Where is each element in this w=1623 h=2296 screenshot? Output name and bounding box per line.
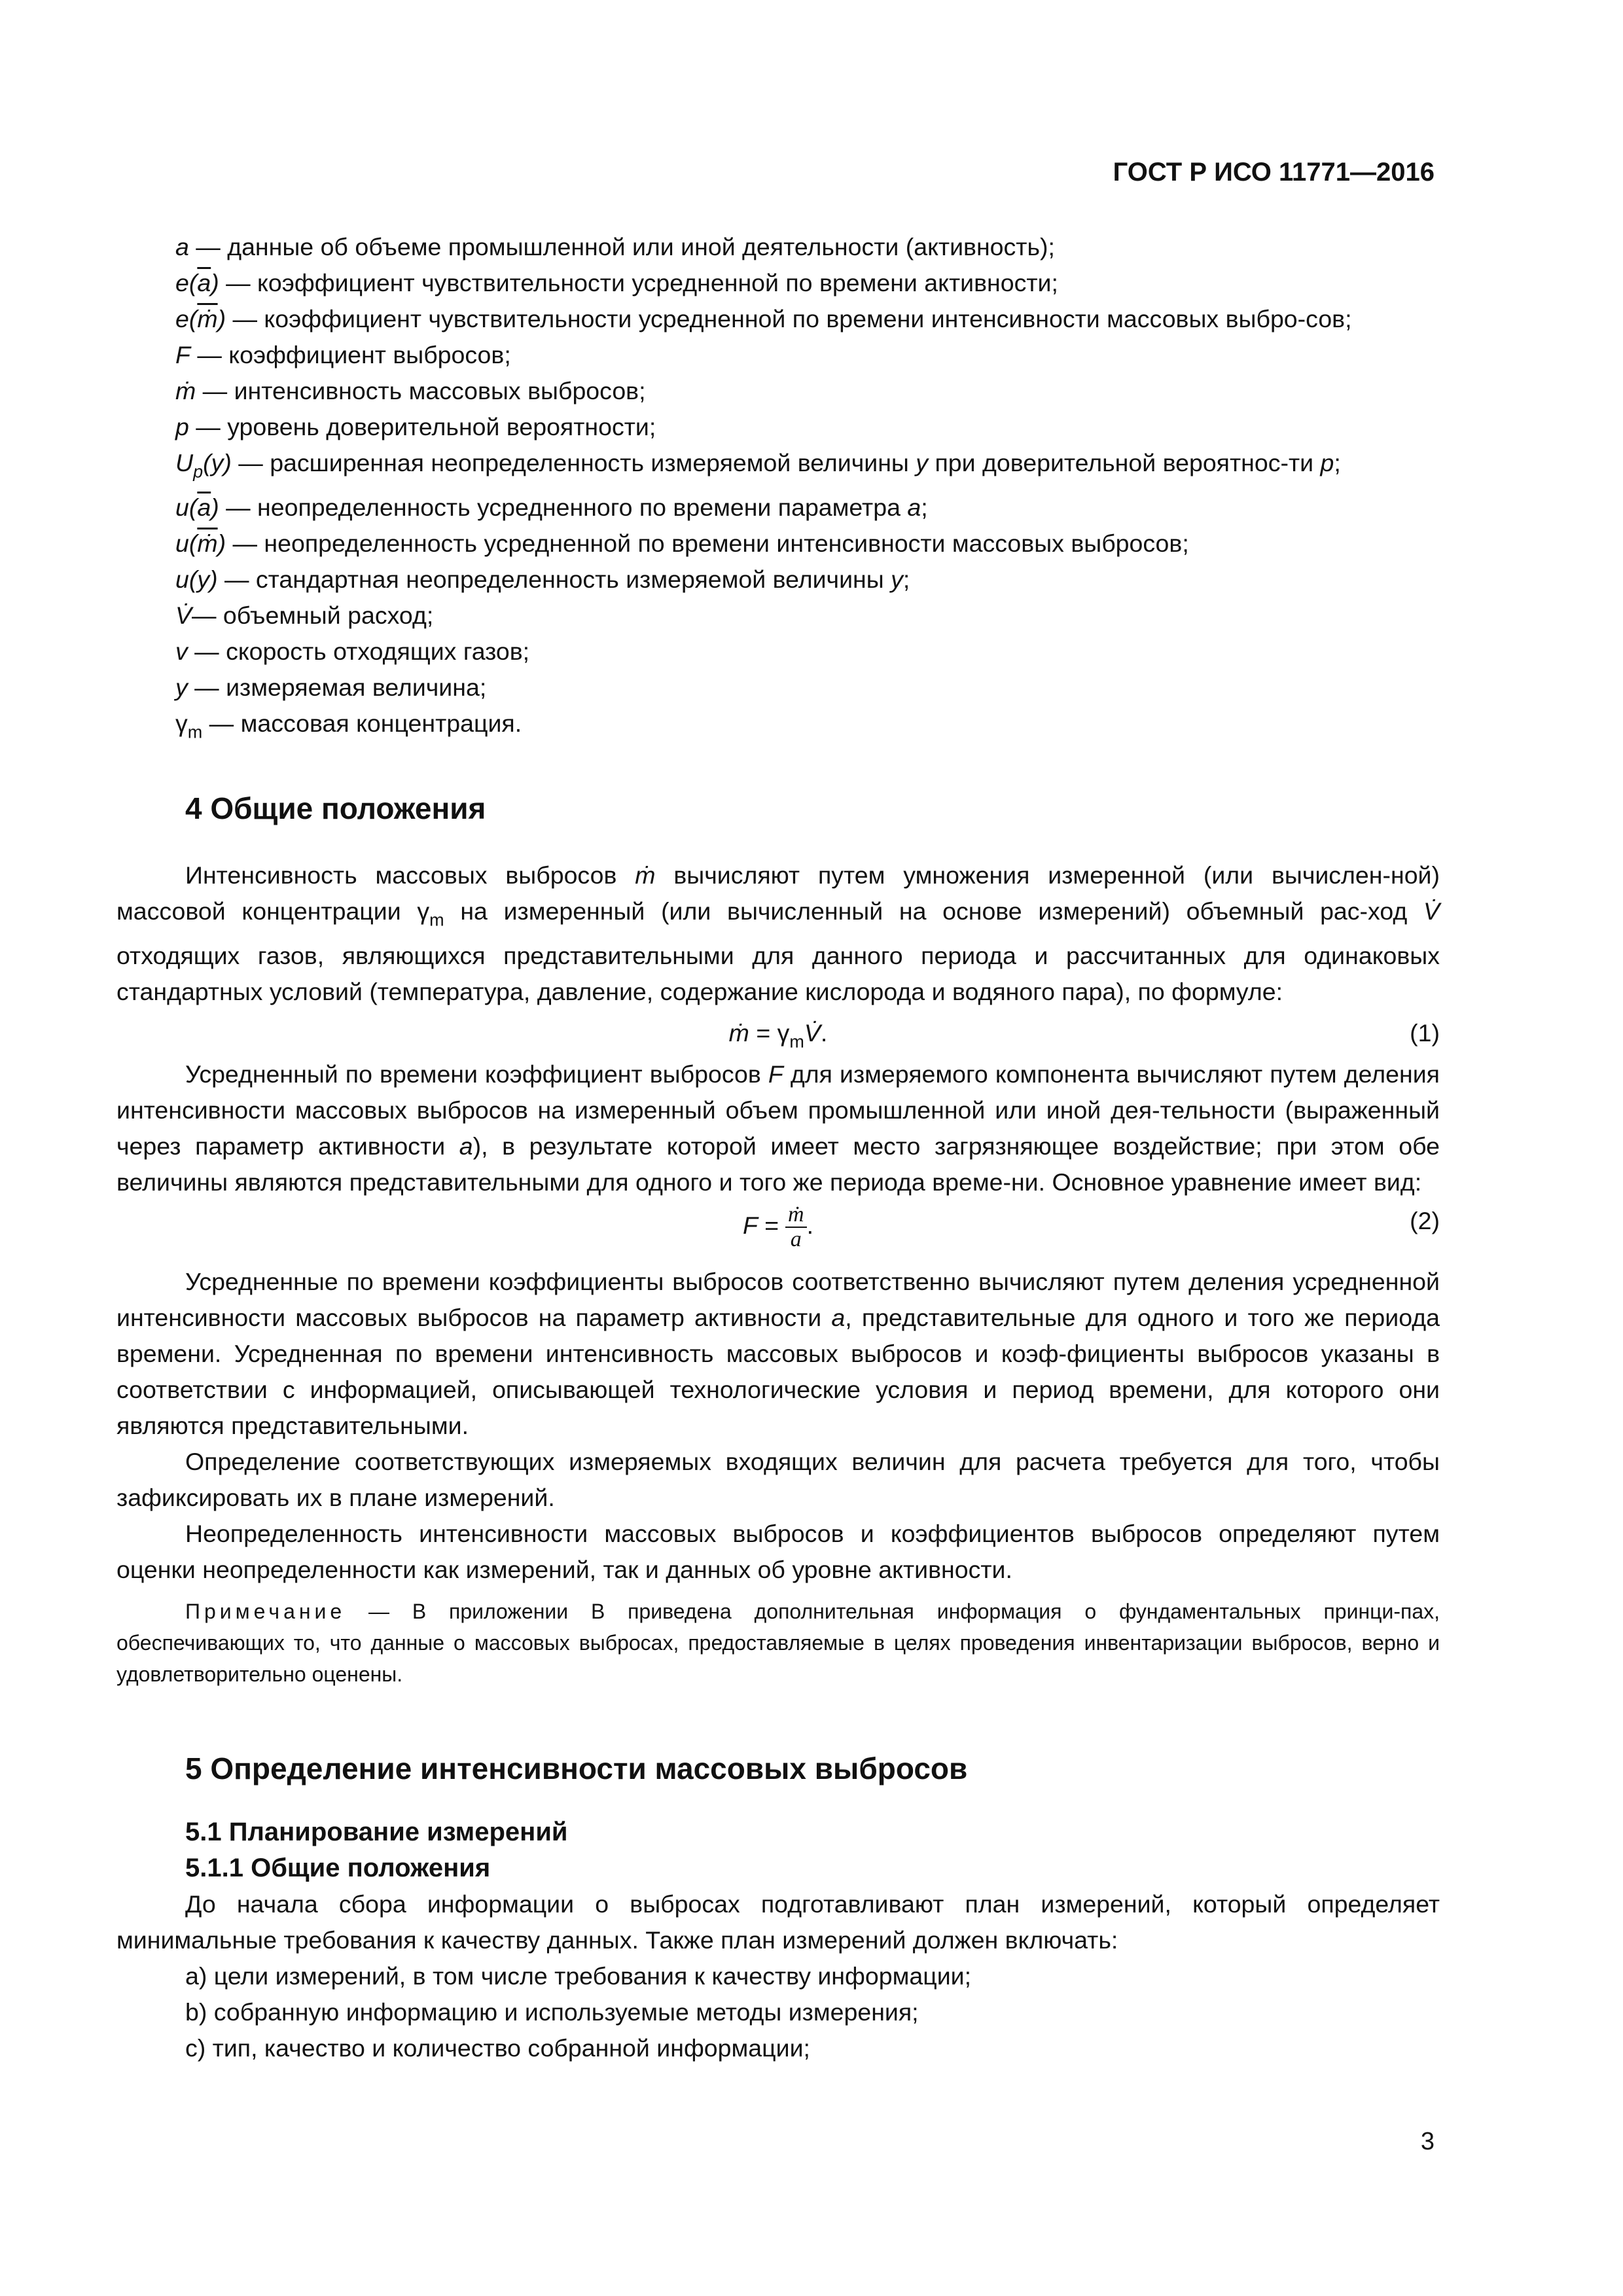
definition-u-m [116,526,1440,562]
def-text: — неопределенность усредненного по времени параметра a; [219,493,928,522]
def-text: — уровень доверительной вероятности; [188,413,656,440]
formula-2-expression: F = $\frac{\text{ṁ}}{a}$ . [743,1202,813,1252]
formula-2-lhs: F = [743,1211,779,1240]
definition-a [116,229,1440,265]
formula-1 [116,1015,1440,1051]
section-5-paragraph-1: До начала сбора информации о выбросах подготавливают план измерений, который определяет минимальные требования к качеству данных. Также план измерений должен включать: [116,1890,1440,1954]
definition-e-a [116,265,1440,301]
def-symbol: p [175,413,189,440]
def-symbol: $e(\overline{ṁ})$ [175,305,226,332]
formula-2-fraction [785,1203,807,1251]
list-item: c) тип, качество и количество собранной информации; [185,2034,810,2062]
fraction-denominator: a [790,1227,802,1252]
def-text: — данные об объеме промышленной или иной деятельности (активность); [188,233,1055,260]
section-5 [116,1749,1440,2066]
section-4-note [116,1596,1440,1690]
section-5-heading: 5 Определение интенсивности массовых выбросов [185,1751,968,1785]
def-symbol: ṁ [175,377,196,404]
definition-p [116,409,1440,445]
def-text: — расширенная неопределенность измеряемой величины y при доверительной вероятнос-ти p; [231,449,1341,476]
def-symbol: v [175,637,188,666]
formula-1-number: (1) [1410,1019,1440,1047]
list-item: b) собранную информацию и используемые методы измерения; [185,1998,919,2026]
def-text: — стандартная неопределенность измеряемой величины y; [217,565,910,594]
definition-Up [116,445,1440,490]
def-text: — неопределенность усредненной по времени интенсивности массовых выбросов; [226,529,1189,558]
subsection-5-1-1-heading: 5.1.1 Общие положения [185,1854,491,1882]
def-symbol: F [175,341,190,368]
def-text: — объемный расход; [192,601,434,630]
section-4 [116,789,1440,1690]
formula-1-expression: ṁ = $\gamma_mV̇$. [728,1019,828,1052]
definition-e-m [116,301,1440,337]
definition-v [116,634,1440,670]
section-4-paragraph-4: Определение соответствующих измеряемых входящих величин для расчета требуется для того, чтобы зафиксировать их в плане измерений. [116,1448,1440,1512]
section-4-paragraph-3: Усредненные по времени коэффициенты выбросов соответственно вычисляют путем деления усредненной интенсивности массовых выбросов на параметр активности a, представительные для одного и того же периода времени. Усредненная по времени интенсивность массовых выбросов и коэф-фициенты выбросов указаны в соответствии с информацией, описывающей технологические условия и период времени, для которого они являются представительными. [116,1268,1440,1440]
def-symbol: a [175,233,189,260]
page-number: 3 [1420,2128,1435,2155]
section-4-paragraph-2: Усредненный по времени коэффициент выбросов F для измеряемого компонента вычисляют путем деления интенсивности массовых выбросов на измеренный объем промышленной или иной дея-тельности (выраженный через параметр активности a), в результате которой имеет место загрязняющее воздействие; при этом обе величины являются представительными для одного и того же периода време-ни. Основное уравнение имеет вид: [116,1060,1440,1196]
def-text: — коэффициент выбросов; [190,341,511,368]
formula-2 [116,1203,1440,1259]
definition-m [116,373,1440,409]
fraction-numerator: ṁ [785,1203,807,1228]
section-4-paragraph-5: Неопределенность интенсивности массовых выбросов и коэффициентов выбросов определяют путем оценки неопределенности как измерений, так и данных об уровне активности. [116,1520,1440,1584]
def-symbol: $u(\overline{ṁ})$ [175,529,226,558]
def-text: — коэффициент чувствительности усредненной по времени активности; [219,269,1058,296]
def-symbol: u(y) [175,565,218,594]
subsection-5-1-heading: 5.1 Планирование измерений [185,1818,568,1846]
def-symbol: $e(\overline{a})$ [175,269,219,296]
definition-y [116,670,1440,706]
def-text: — измеряемая величина; [187,673,487,702]
def-text: — коэффициент чувствительности усредненной по времени интенсивности массовых выбро-сов; [226,305,1352,332]
definition-u-y [116,562,1440,598]
section-4-paragraph-1: Интенсивность массовых выбросов ṁ вычисляют путем умножения измеренной (или вычислен-ной) массовой концентрации $\gamma_m$ на измеренный (или вычисленный на основе измерений) объемный рас-ход V̇ отходящих газов, являющихся представительными для данного периода и рассчитанных для одинаковых стандартных условий (температура, давление, содержание кислорода и водяного пара), по формуле: [116,861,1440,1006]
note-label: Примечание [185,1600,346,1624]
section-4-heading: 4 Общие положения [185,791,486,825]
note-text: — В приложении В приведена дополнительная информация о фундаментальных принци-пах, обеспечивающих то, что данные о массовых выбросах, предоставляемые в целях проведения инвентаризации выбросов, верно и удовлетворительно оценены. [116,1600,1440,1687]
def-symbol: $u(\overline{a})$ [175,493,219,522]
definition-V [116,598,1440,634]
list-item: a) цели измерений, в том числе требования к качеству информации; [185,1962,972,1990]
def-symbol: y [175,673,188,702]
symbol-definitions [116,229,1440,751]
definition-gamma [116,706,1440,750]
def-text: — скорость отходящих газов; [187,637,530,666]
formula-2-number: (2) [1410,1207,1440,1235]
def-symbol: V̇ [175,601,192,630]
def-text: — интенсивность массовых выбросов; [196,377,646,404]
standard-id-header: ГОСТ Р ИСО 11771—2016 [1113,158,1435,187]
definition-u-a [116,490,1440,526]
definition-F [116,337,1440,373]
def-symbol: $\gamma_m$ [175,709,203,742]
def-text: — массовая концентрация. [202,709,522,738]
def-symbol: $U_p(y)$ [175,449,232,482]
